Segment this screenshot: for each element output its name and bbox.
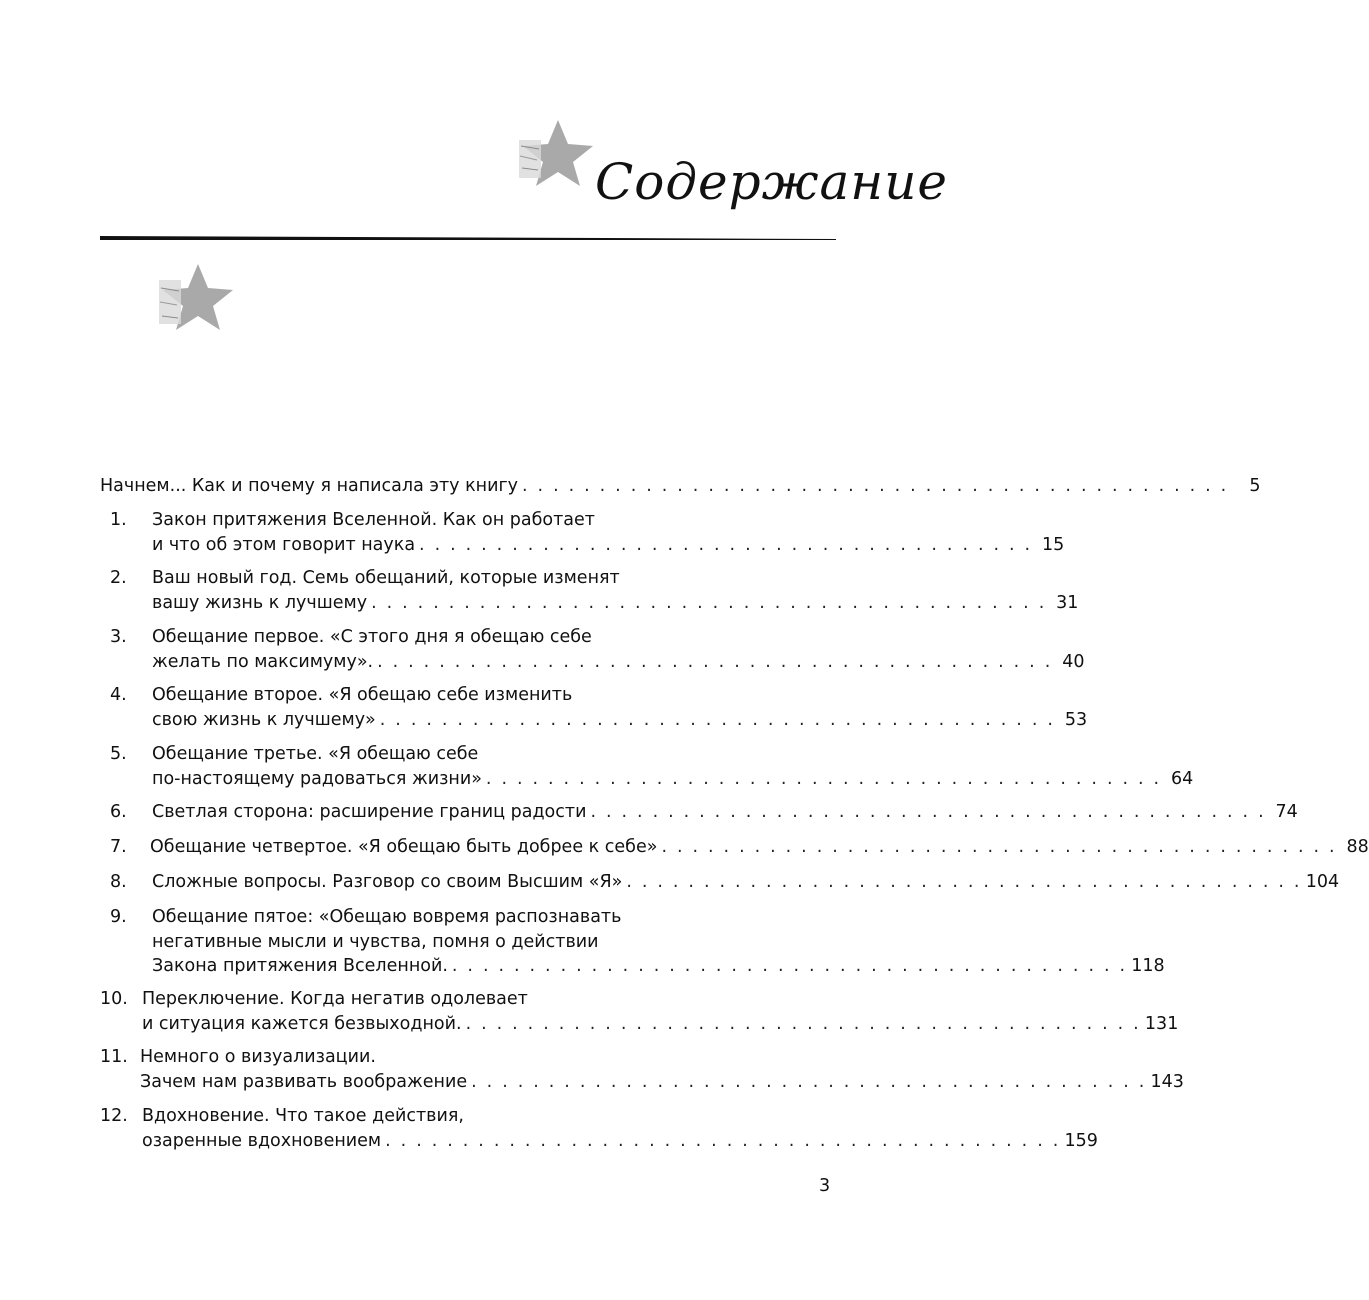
toc-entry-intro[interactable] xyxy=(100,474,1261,499)
leader-dots: . . . . . . . . . . . . . . . . . . . . . . . . . . . . . . . . . . . . . . . . . . . . xyxy=(465,1013,1141,1034)
leader-dots: . . . . . . . . . . . . . . . . . . . . . . . . . . . . . . . . . . . . . . . . . . . . xyxy=(379,709,1056,730)
toc-page-number: 64 xyxy=(1171,768,1194,789)
leader-dots: . . . . . . . . . . . . . . . . . . . . . . . . . . . . . . . . . . . . . . . . . . . . xyxy=(661,837,1337,857)
toc-entry-title: и ситуация кажется безвыходной. xyxy=(142,1013,462,1034)
leader-dots: . . . . . . . . . . . . . . . . . . . . . . . . . . . . . . . . . . . . . . . . . . . . xyxy=(451,956,1128,976)
toc-page-number: 159 xyxy=(1064,1130,1098,1151)
toc-entry-1[interactable] xyxy=(110,508,1065,557)
toc-entry-title: Закон притяжения Вселенной. Как он работает xyxy=(152,510,595,530)
toc-entry-title: вашу жизнь к лучшему xyxy=(152,592,368,613)
toc-entry-number: 10. xyxy=(100,989,128,1009)
toc-entry-number: 2. xyxy=(110,568,127,588)
toc-entry-number: 8. xyxy=(110,872,127,892)
toc-entry-title: Обещание первое. «С этого дня я обещаю себе xyxy=(152,627,592,647)
toc-entry-title: Обещание пятое: «Обещаю вовремя распознавать xyxy=(152,907,622,927)
toc-entry-6[interactable] xyxy=(110,800,1298,825)
leader-dots: . . . . . . . . . . . . . . . . . . . . . . . . . . . . . . . . . . . . . . . . . . . . xyxy=(590,802,1266,822)
toc-page-number: 88 xyxy=(1346,837,1369,857)
toc-entry-title: Немного о визуализации. xyxy=(140,1047,376,1067)
toc-entry-number: 12. xyxy=(100,1106,128,1126)
toc-entry-title: озаренные вдохновением xyxy=(142,1130,382,1151)
toc-page-number: 104 xyxy=(1305,872,1340,892)
toc-entry-title: Обещание второе. «Я обещаю себе изменить xyxy=(152,685,573,705)
star-icon xyxy=(515,118,597,188)
toc-entry-title: Обещание четвертое. «Я обещаю быть добрее к себе» xyxy=(150,837,658,857)
toc-entry-title: Закона притяжения Вселенной. xyxy=(152,956,448,976)
leader-dots: . . . . . . . . . . . . . . . . . . . . . . . . . . . . . . . . . . . . . . . . . . . . . . xyxy=(522,476,1229,496)
page-title: Содержание xyxy=(595,153,949,211)
toc-entry-title: негативные мысли и чувства, помня о действии xyxy=(152,931,599,952)
toc-entry-title: Сложные вопросы. Разговор со своим Высшим «Я» xyxy=(152,872,623,892)
leader-dots: . . . . . . . . . . . . . . . . . . . . . . . . . . . . . . . . . . . . . . . . . . . . xyxy=(471,1071,1147,1092)
leader-dots: . . . . . . . . . . . . . . . . . . . . . . . . . . . . . . . . . . . . . . . . . . . . xyxy=(626,872,1302,892)
toc-entry-title: Зачем нам развивать воображение xyxy=(140,1071,468,1092)
leader-dots: . . . . . . . . . . . . . . . . . . . . . . . . . . . . . . . . . . . . . . . . . . . . xyxy=(485,768,1162,789)
toc-entry-number: 1. xyxy=(110,510,127,530)
toc-entry-7[interactable] xyxy=(110,835,1369,860)
toc-entry-number: 3. xyxy=(110,627,127,647)
leader-dots: . . . . . . . . . . . . . . . . . . . . . . . . . . . . . . . . . . . . . . . . . . . . xyxy=(385,1130,1061,1151)
toc-entry-3[interactable] xyxy=(110,625,1085,674)
toc-entry-4[interactable] xyxy=(110,683,1088,732)
page-number: 3 xyxy=(819,1176,831,1196)
toc-entry-2[interactable] xyxy=(110,566,1079,615)
toc-entry-number: 9. xyxy=(110,907,127,927)
toc-entry-12[interactable] xyxy=(100,1104,1098,1153)
toc-page-number: 118 xyxy=(1131,956,1165,976)
toc-entry-5[interactable] xyxy=(110,742,1194,791)
leader-dots: . . . . . . . . . . . . . . . . . . . . . . . . . . . . . . . . . . . . . . . . xyxy=(419,534,1033,555)
toc-page-number: 40 xyxy=(1062,651,1085,672)
toc-entry-title: Вдохновение. Что такое действия, xyxy=(142,1106,464,1126)
toc-entry-title: и что об этом говорит наука xyxy=(152,534,416,555)
toc-entry-8[interactable] xyxy=(110,870,1340,895)
leader-dots: . . . . . . . . . . . . . . . . . . . . . . . . . . . . . . . . . . . . . . . . . . . . xyxy=(371,592,1047,613)
toc-page-number: 53 xyxy=(1064,709,1088,730)
toc-entry-11[interactable] xyxy=(100,1045,1184,1094)
toc-entry-title: Ваш новый год. Семь обещаний, которые изменят xyxy=(152,568,620,588)
toc-entry-number: 11. xyxy=(100,1047,128,1067)
toc-entry-title: Светлая сторона: расширение границ радости xyxy=(152,802,587,822)
toc-entry-number: 6. xyxy=(110,802,127,822)
toc-entry-title: Обещание третье. «Я обещаю себе xyxy=(152,744,479,764)
toc-page-number: 15 xyxy=(1042,534,1065,555)
toc-page-number: 143 xyxy=(1150,1071,1184,1092)
toc-entry-title: Переключение. Когда негатив одолевает xyxy=(142,989,528,1009)
toc-page-number: 31 xyxy=(1056,592,1079,613)
title-divider xyxy=(100,234,836,242)
toc-entry-title: по-настоящему радоваться жизни» xyxy=(152,768,482,789)
toc-page-number: 131 xyxy=(1144,1013,1179,1034)
toc-entry-9[interactable] xyxy=(110,905,1165,979)
toc-entry-number: 4. xyxy=(110,685,127,705)
star-icon xyxy=(155,262,237,332)
toc-page-number: 74 xyxy=(1275,802,1298,822)
toc-entry-number: 7. xyxy=(110,837,127,857)
toc-entry-title: Начнем... Как и почему я написала эту книгу xyxy=(100,476,519,496)
toc-page-number: 5 xyxy=(1249,476,1261,496)
toc-entry-number: 5. xyxy=(110,744,127,764)
toc-entry-10[interactable] xyxy=(100,987,1179,1036)
toc-entry-title: свою жизнь к лучшему» xyxy=(152,709,376,730)
toc-entry-title: желать по максимуму». xyxy=(152,651,374,672)
leader-dots: . . . . . . . . . . . . . . . . . . . . . . . . . . . . . . . . . . . . . . . . . . . . xyxy=(377,651,1053,672)
